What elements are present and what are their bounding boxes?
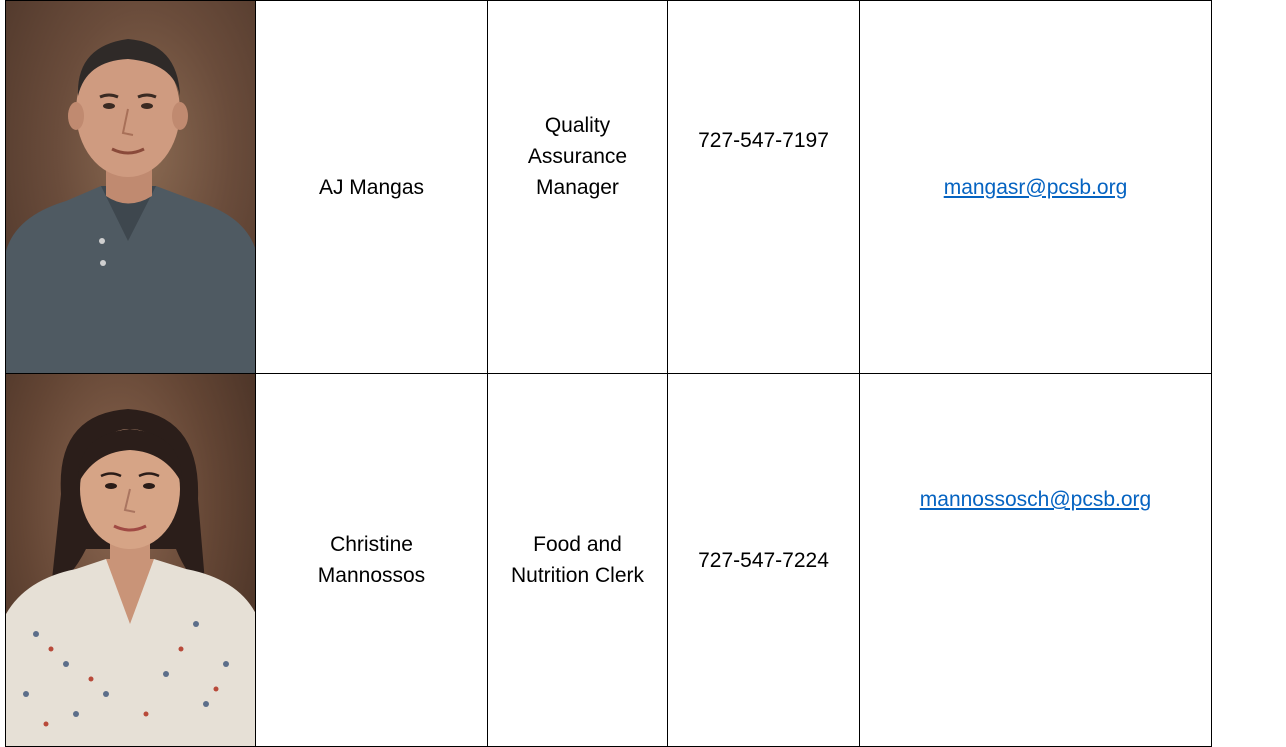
name-line: Mannossos	[317, 564, 426, 587]
title-line: Assurance	[527, 144, 628, 168]
photo-cell	[6, 374, 256, 747]
email-cell	[860, 1, 1212, 374]
phone-number: 727-547-7224	[698, 548, 829, 572]
staff-photo	[6, 374, 255, 746]
title-cell	[488, 374, 668, 747]
phone-cell	[668, 1, 860, 374]
staff-directory-table	[5, 0, 1212, 747]
title-line: Nutrition Clerk	[510, 564, 645, 587]
table-row	[6, 374, 1212, 747]
email-cell	[860, 374, 1212, 747]
title-line: Manager	[536, 175, 619, 199]
name-cell	[256, 374, 488, 747]
staff-photo	[6, 1, 255, 373]
email-link[interactable]: mangasr@pcsb.org	[943, 175, 1128, 199]
title-line: Quality	[544, 113, 611, 137]
title-cell	[488, 1, 668, 374]
staff-name: AJ Mangas	[318, 175, 425, 199]
portrait-illustration	[6, 374, 255, 746]
title-line: Food and	[533, 533, 622, 556]
name-line: Christine	[330, 533, 413, 556]
table-row	[6, 1, 1212, 374]
phone-cell	[668, 374, 860, 747]
email-link[interactable]: mannossosch@pcsb.org	[919, 488, 1152, 511]
portrait-illustration	[6, 1, 255, 373]
name-cell	[256, 1, 488, 374]
phone-number: 727-547-7197	[698, 129, 829, 152]
photo-cell	[6, 1, 256, 374]
